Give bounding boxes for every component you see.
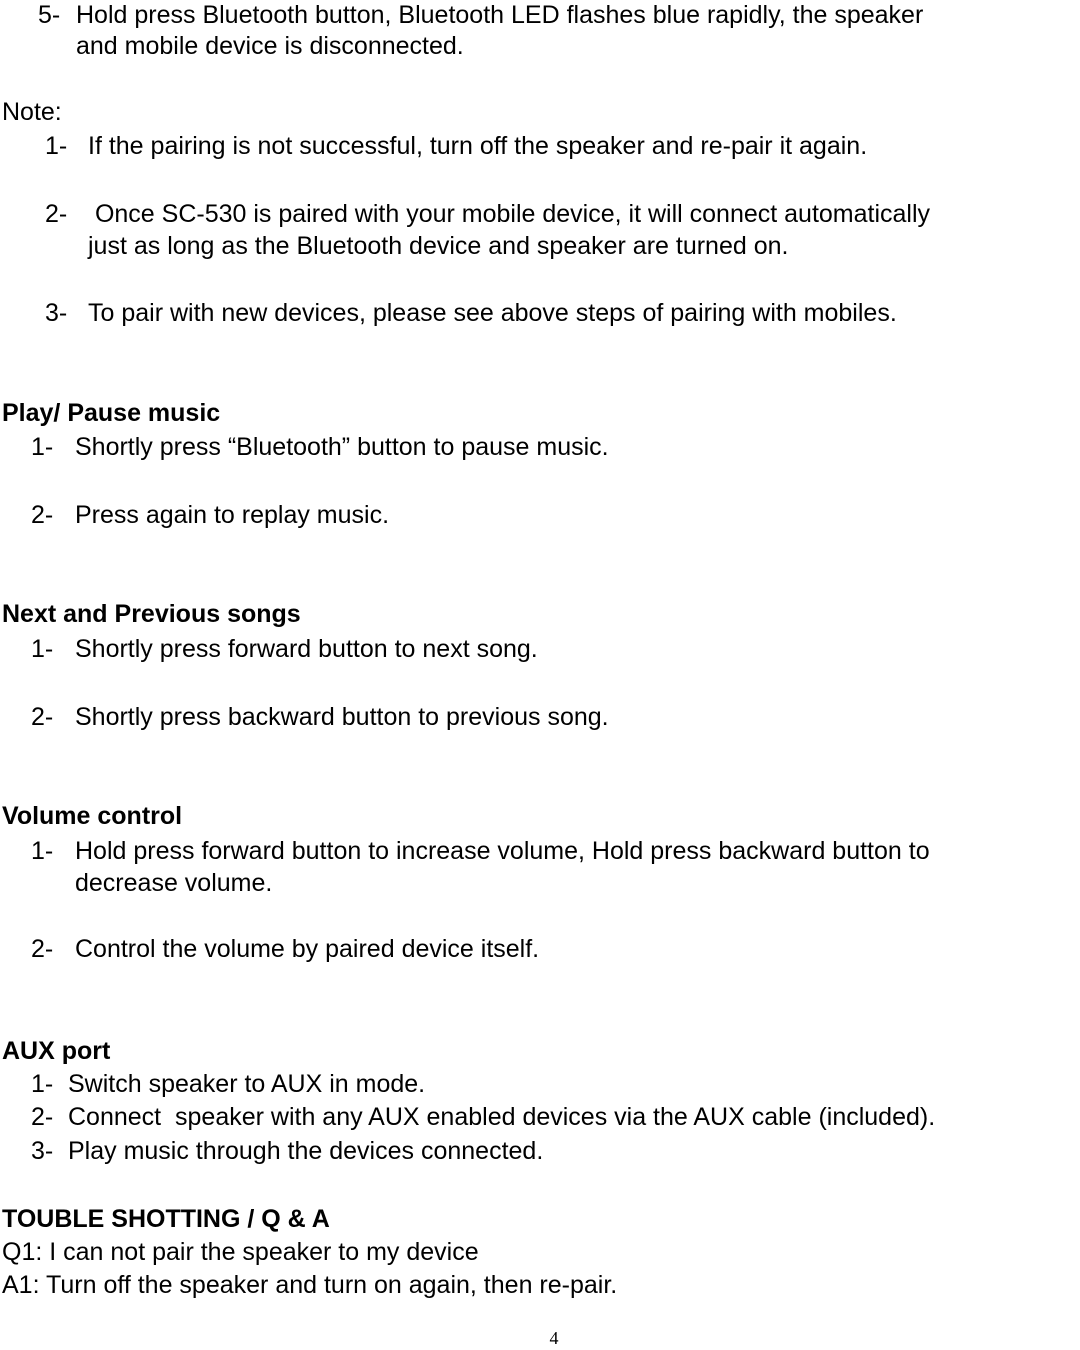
list-item-text: Control the volume by paired device itself. [75,935,540,963]
list-item-text: Shortly press forward button to next song. [75,635,538,663]
question-text: Q1: I can not pair the speaker to my device [2,1238,479,1266]
list-item-text: To pair with new devices, please see above steps of pairing with mobiles. [88,299,897,327]
note-label: Note: [2,98,62,126]
list-number: 1- [31,635,54,663]
list-number: 1- [45,132,68,160]
section-title-play-pause: Play/ Pause music [2,399,221,427]
list-number: 1- [31,433,54,461]
section-title-next-previous: Next and Previous songs [2,600,301,628]
list-item-text: Connect speaker with any AUX enabled devices via the AUX cable (included). [68,1103,936,1131]
list-number: 5- [38,1,61,29]
list-item-text: just as long as the Bluetooth device and speaker are turned on. [88,232,789,260]
list-item-text: Shortly press “Bluetooth” button to pause music. [75,433,609,461]
list-number: 2- [31,703,54,731]
list-number: 1- [31,1070,54,1098]
list-number: 3- [31,1137,54,1165]
section-title-volume: Volume control [2,802,183,830]
list-number: 1- [31,837,54,865]
list-item-text: Shortly press backward button to previous song. [75,703,609,731]
list-number: 3- [45,299,68,327]
answer-text: A1: Turn off the speaker and turn on again, then re-pair. [2,1271,618,1299]
list-item-text: and mobile device is disconnected. [76,32,464,60]
list-item-text: If the pairing is not successful, turn off the speaker and re-pair it again. [88,132,868,160]
list-item-text: Hold press forward button to increase volume, Hold press backward button to [75,837,930,865]
list-item-text: Once SC-530 is paired with your mobile device, it will connect automatically [88,200,931,228]
list-item-text: decrease volume. [75,869,273,897]
list-number: 2- [31,1103,54,1131]
section-title-troubleshooting: TOUBLE SHOTTING / Q & A [2,1205,330,1233]
page-number: 4 [549,1328,559,1348]
list-item-text: Play music through the devices connected. [68,1137,544,1165]
list-item-text: Press again to replay music. [75,501,390,529]
list-item-text: Hold press Bluetooth button, Bluetooth LED flashes blue rapidly, the speaker [76,1,924,29]
list-number: 2- [45,200,68,228]
list-number: 2- [31,935,54,963]
list-item-text: Switch speaker to AUX in mode. [68,1070,426,1098]
list-number: 2- [31,501,54,529]
section-title-aux: AUX port [2,1037,111,1065]
